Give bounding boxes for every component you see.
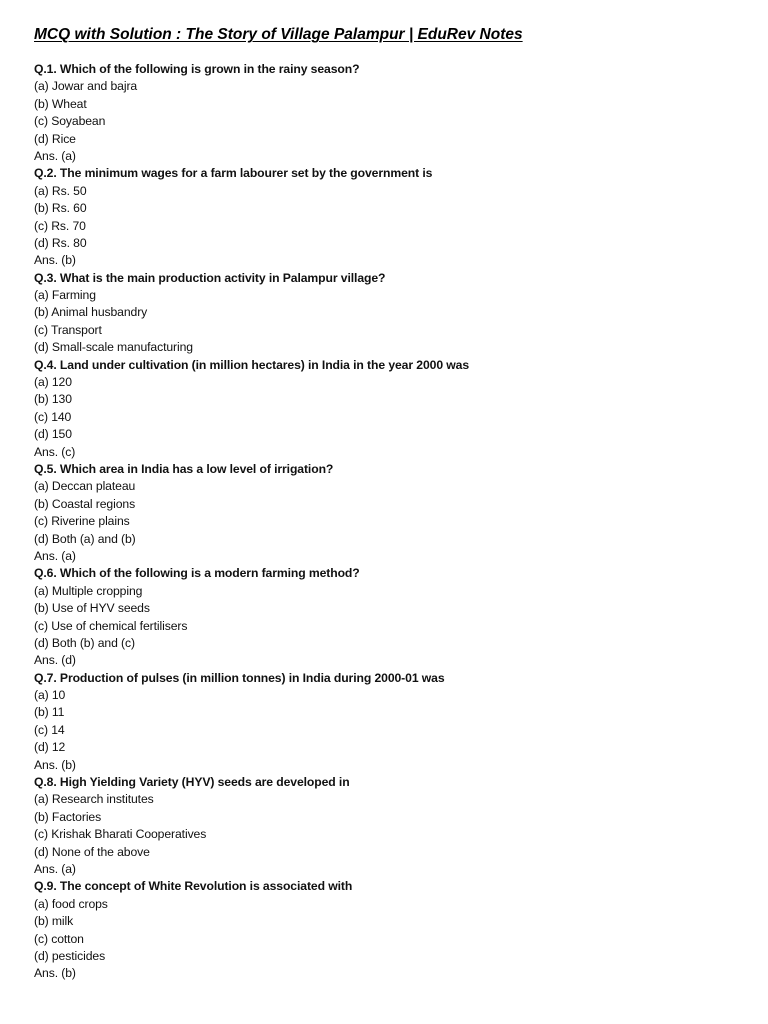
question-7: Q.7. Production of pulses (in million tonnes) in India during 2000-01 was [34,670,445,685]
q9-option-b: (b) milk [34,914,74,929]
q2-option-a: (a) Rs. 50 [34,183,87,198]
q9-option-c: (c) cotton [34,931,84,946]
q4-answer: Ans. (c) [34,444,76,459]
document-body [34,61,734,983]
question-8: Q.8. High Yielding Variety (HYV) seeds are developed in [34,775,350,790]
q5-option-b: (b) Coastal regions [34,496,136,511]
q6-option-b: (b) Use of HYV seeds [34,601,150,616]
q7-option-b: (b) 11 [34,705,65,720]
q8-option-d: (d) None of the above [34,844,150,859]
q8-option-b: (b) Factories [34,809,102,824]
q6-option-c: (c) Use of chemical fertilisers [34,618,188,633]
q3-option-c: (c) Transport [34,322,102,337]
q8-option-a: (a) Research institutes [34,792,154,807]
question-4: Q.4. Land under cultivation (in million hectares) in India in the year 2000 was [34,357,470,372]
q1-answer: Ans. (a) [34,148,76,163]
q9-option-d: (d) pesticides [34,948,106,963]
q1-option-a: (a) Jowar and bajra [34,79,138,94]
q5-option-d: (d) Both (a) and (b) [34,531,136,546]
q2-option-c: (c) Rs. 70 [34,218,86,233]
q2-answer: Ans. (b) [34,253,76,268]
q6-option-a: (a) Multiple cropping [34,583,143,598]
q4-option-a: (a) 120 [34,375,72,390]
q9-answer: Ans. (b) [34,966,76,981]
q2-option-d: (d) Rs. 80 [34,235,87,250]
q3-option-d: (d) Small-scale manufacturing [34,340,193,355]
q9-option-a: (a) food crops [34,896,108,911]
q7-option-c: (c) 14 [34,722,65,737]
question-9: Q.9. The concept of White Revolution is associated with [34,879,353,894]
document-title: MCQ with Solution : The Story of Village Palampur | EduRev Notes [34,26,523,43]
q3-option-a: (a) Farming [34,288,96,303]
q4-option-c: (c) 140 [34,409,72,424]
q7-option-d: (d) 12 [34,740,66,755]
question-2: Q.2. The minimum wages for a farm labourer set by the government is [34,166,433,181]
q4-option-b: (b) 130 [34,392,72,407]
q5-option-c: (c) Riverine plains [34,514,130,529]
question-6: Q.6. Which of the following is a modern farming method? [34,566,360,581]
question-1: Q.1. Which of the following is grown in the rainy season? [34,62,360,76]
q6-option-d: (d) Both (b) and (c) [34,635,135,650]
q4-option-d: (d) 150 [34,427,72,442]
q8-answer: Ans. (a) [34,861,76,876]
q7-option-a: (a) 10 [34,688,66,703]
question-3: Q.3. What is the main production activity in Palampur village? [34,270,386,285]
q5-answer: Ans. (a) [34,548,76,563]
question-5: Q.5. Which area in India has a low level of irrigation? [34,461,334,476]
q6-answer: Ans. (d) [34,653,76,668]
q3-option-b: (b) Animal husbandry [34,305,148,320]
q8-option-c: (c) Krishak Bharati Cooperatives [34,827,207,842]
q5-option-a: (a) Deccan plateau [34,479,136,494]
q2-option-b: (b) Rs. 60 [34,201,87,216]
q7-answer: Ans. (b) [34,757,76,772]
q1-option-d: (d) Rice [34,131,76,146]
q1-option-c: (c) Soyabean [34,114,106,129]
q1-option-b: (b) Wheat [34,96,87,111]
